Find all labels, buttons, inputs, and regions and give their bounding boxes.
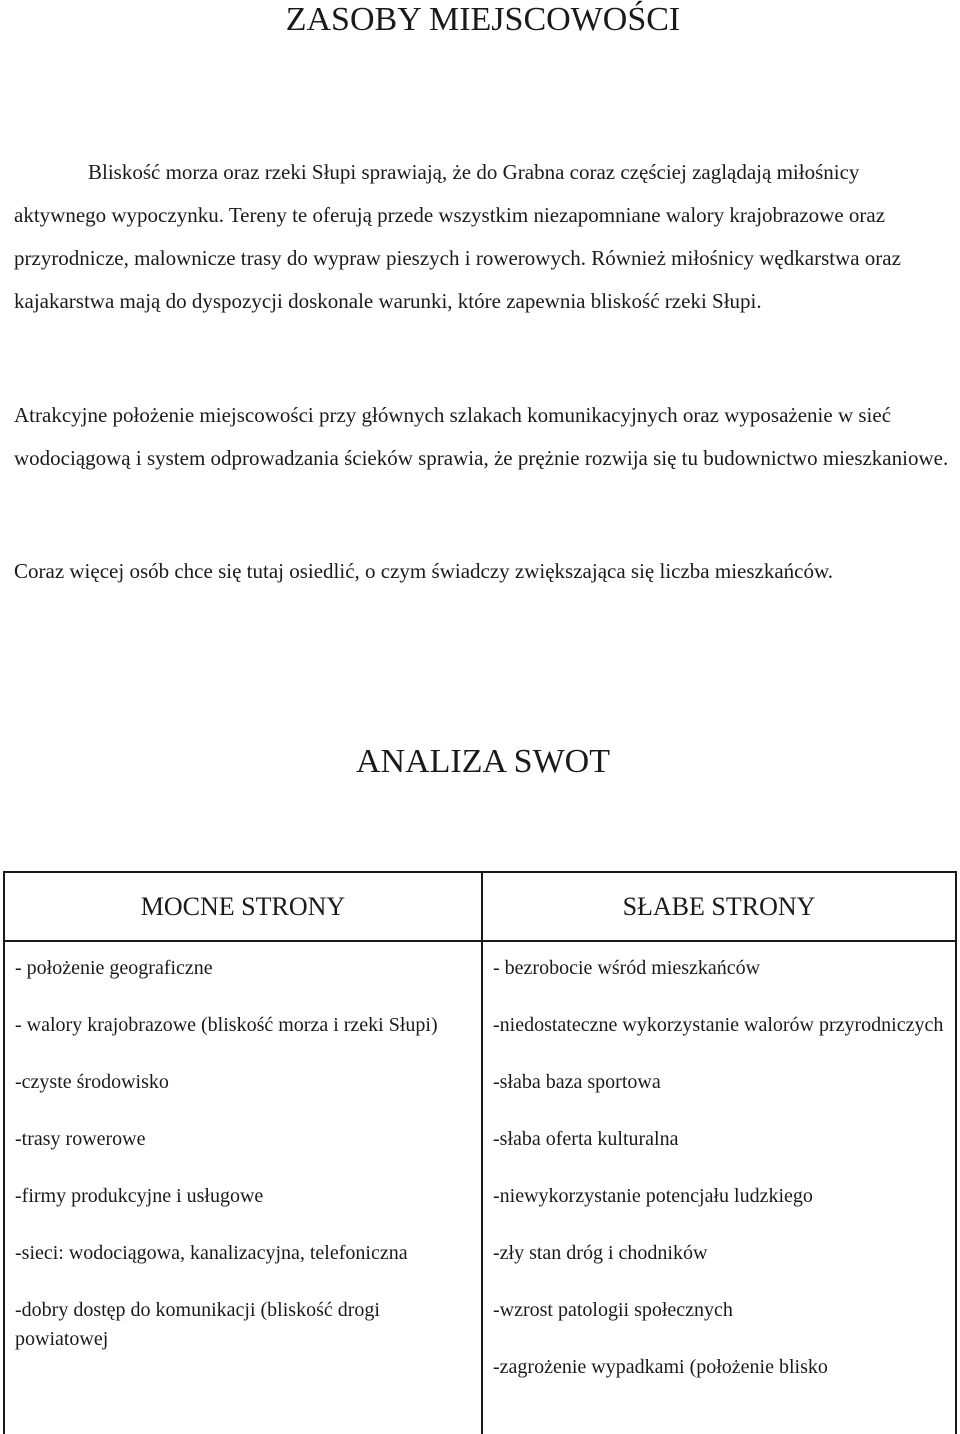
weakness-item: -słaba oferta kulturalna	[493, 1128, 679, 1150]
weaknesses-header: SŁABE STRONY	[482, 872, 956, 941]
weakness-item: -niedostateczne wykorzystanie walorów przyrodniczych	[493, 1014, 944, 1036]
weaknesses-list	[493, 954, 945, 1382]
strength-item: -firmy produkcyjne i usługowe	[15, 1185, 264, 1207]
strength-item: - położenie geograficzne	[15, 957, 213, 979]
strength-item: -czyste środowisko	[15, 1071, 169, 1093]
intro-paragraph-text: Bliskość morza oraz rzeki Słupi sprawiają, że do Grabna coraz częściej zaglądają miłośnicy aktywnego wypoczynku. Tereny te oferują przede wszystkim niezapomniane walory krajobrazowe oraz przyrodnicze, malownicze trasy do wypraw pieszych i rowerowych. Również miłośnicy wędkarstwa oraz kajakarstwa mają do dyspozycji doskonale warunki, które zapewnia bliskość rzeki Słupi.	[14, 160, 901, 313]
strength-item: - walory krajobrazowe (bliskość morza i rzeki Słupi)	[15, 1014, 438, 1036]
strength-item: -trasy rowerowe	[15, 1128, 146, 1150]
intro-paragraph	[14, 151, 954, 323]
weakness-item: - bezrobocie wśród mieszkańców	[493, 957, 761, 979]
weaknesses-cell	[482, 941, 956, 1434]
strengths-header: MOCNE STRONY	[4, 872, 482, 941]
population-paragraph: Coraz więcej osób chce się tutaj osiedlić, o czym świadczy zwiększająca się liczba mieszkańców.	[14, 559, 834, 583]
weakness-item: -zagrożenie wypadkami (położenie blisko	[493, 1356, 828, 1378]
strength-item: -dobry dostęp do komunikacji (bliskość drogi powiatowej	[15, 1299, 380, 1350]
swot-header-row	[4, 872, 956, 941]
swot-table	[3, 871, 957, 1434]
weakness-item: -zły stan dróg i chodników	[493, 1242, 708, 1264]
weakness-item: -niewykorzystanie potencjału ludzkiego	[493, 1185, 813, 1207]
weakness-item: -słaba baza sportowa	[493, 1071, 661, 1093]
strengths-cell	[4, 941, 482, 1434]
strength-item: -sieci: wodociągowa, kanalizacyjna, telefoniczna	[15, 1242, 408, 1264]
swot-content-row	[4, 941, 956, 1434]
weakness-item: -wzrost patologii społecznych	[493, 1299, 733, 1321]
page-title: ZASOBY MIEJSCOWOŚCI	[285, 1, 681, 38]
location-paragraph: Atrakcyjne położenie miejscowości przy głównych szlakach komunikacyjnych oraz wyposażenie w sieć wodociągową i system odprowadzania ścieków sprawia, że prężnie rozwija się tu budownictwo mieszkaniowe.	[14, 403, 949, 470]
swot-title: ANALIZA SWOT	[355, 743, 611, 780]
strengths-list	[15, 954, 471, 1354]
